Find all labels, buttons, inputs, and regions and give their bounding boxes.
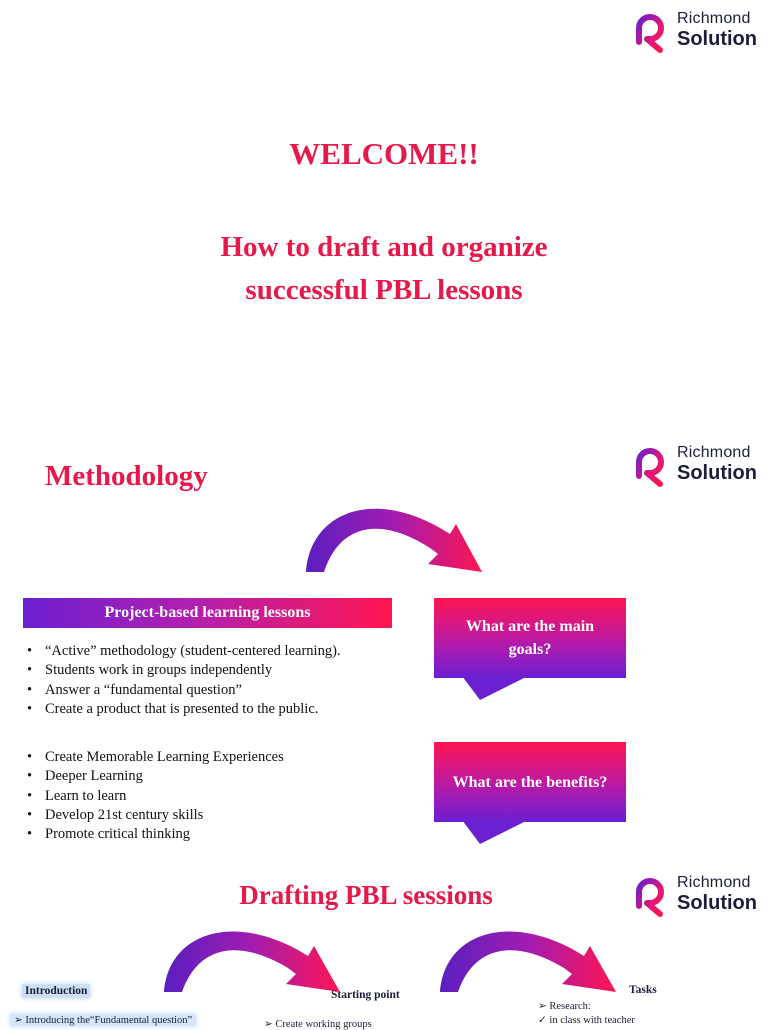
logo-line-solution: Solution <box>677 892 757 914</box>
list-item: • Develop 21st century skills <box>27 806 284 825</box>
curved-arrow-icon <box>300 494 490 574</box>
logo-line-richmond: Richmond <box>677 444 751 461</box>
methodology-title: Methodology <box>45 460 208 492</box>
tasks-line-in-class: ✓ in class with teacher <box>538 1015 635 1026</box>
pbl-bullet-list <box>27 642 341 719</box>
speech-bubble-tail-icon <box>462 676 528 700</box>
welcome-heading: WELCOME!! <box>289 136 479 171</box>
slide-drafting <box>0 864 768 1030</box>
logo-line-richmond: Richmond <box>677 10 751 27</box>
presentation-title-line-2: successful PBL lessons <box>245 274 523 306</box>
tasks-line-research: ➢ Research: <box>538 1001 591 1012</box>
curved-arrow-icon <box>434 918 624 994</box>
speech-bubble-benefits <box>434 742 626 846</box>
logo-line-richmond: Richmond <box>677 874 751 891</box>
list-item: • “Active” methodology (student-centered learning). <box>27 642 341 661</box>
list-item: • Answer a “fundamental question” <box>27 681 341 700</box>
bubble-benefits-text: What are the benefits? <box>434 742 626 822</box>
list-item: • Create Memorable Learning Experiences <box>27 748 284 767</box>
slide-methodology <box>0 432 768 864</box>
logo-line-solution: Solution <box>677 462 757 484</box>
bubble-goals-text: What are the main goals? <box>434 598 626 678</box>
richmond-solution-logo <box>630 442 757 486</box>
speech-bubble-tail-icon <box>462 820 528 844</box>
list-item: • Learn to learn <box>27 787 284 806</box>
pbl-lessons-box: Project-based learning lessons <box>23 598 392 628</box>
presentation-title <box>0 226 768 312</box>
introduction-heading: Introduction <box>22 984 90 998</box>
list-item: • Students work in groups independently <box>27 661 341 680</box>
richmond-solution-logo <box>630 8 757 52</box>
logo-line-solution: Solution <box>677 28 757 50</box>
tasks-heading: Tasks <box>629 984 657 996</box>
presentation-title-line-1: How to draft and organize <box>220 231 548 263</box>
starting-point-heading: Starting point <box>331 989 400 1001</box>
curved-arrow-icon <box>158 918 348 994</box>
speech-bubble-goals <box>434 598 626 702</box>
starting-point-line: ➢ Create working groups <box>264 1019 372 1030</box>
richmond-logo-icon <box>630 8 670 52</box>
richmond-logo-icon <box>630 442 670 486</box>
list-item: • Deeper Learning <box>27 767 284 786</box>
slide-welcome <box>0 0 768 432</box>
list-item: • Promote critical thinking <box>27 825 284 844</box>
introduction-line: ➢ Introducing the“Fundamental question” <box>10 1014 196 1026</box>
drafting-title: Drafting PBL sessions <box>239 880 493 910</box>
goals-bullet-list <box>27 748 284 844</box>
list-item: • Create a product that is presented to the public. <box>27 700 341 719</box>
